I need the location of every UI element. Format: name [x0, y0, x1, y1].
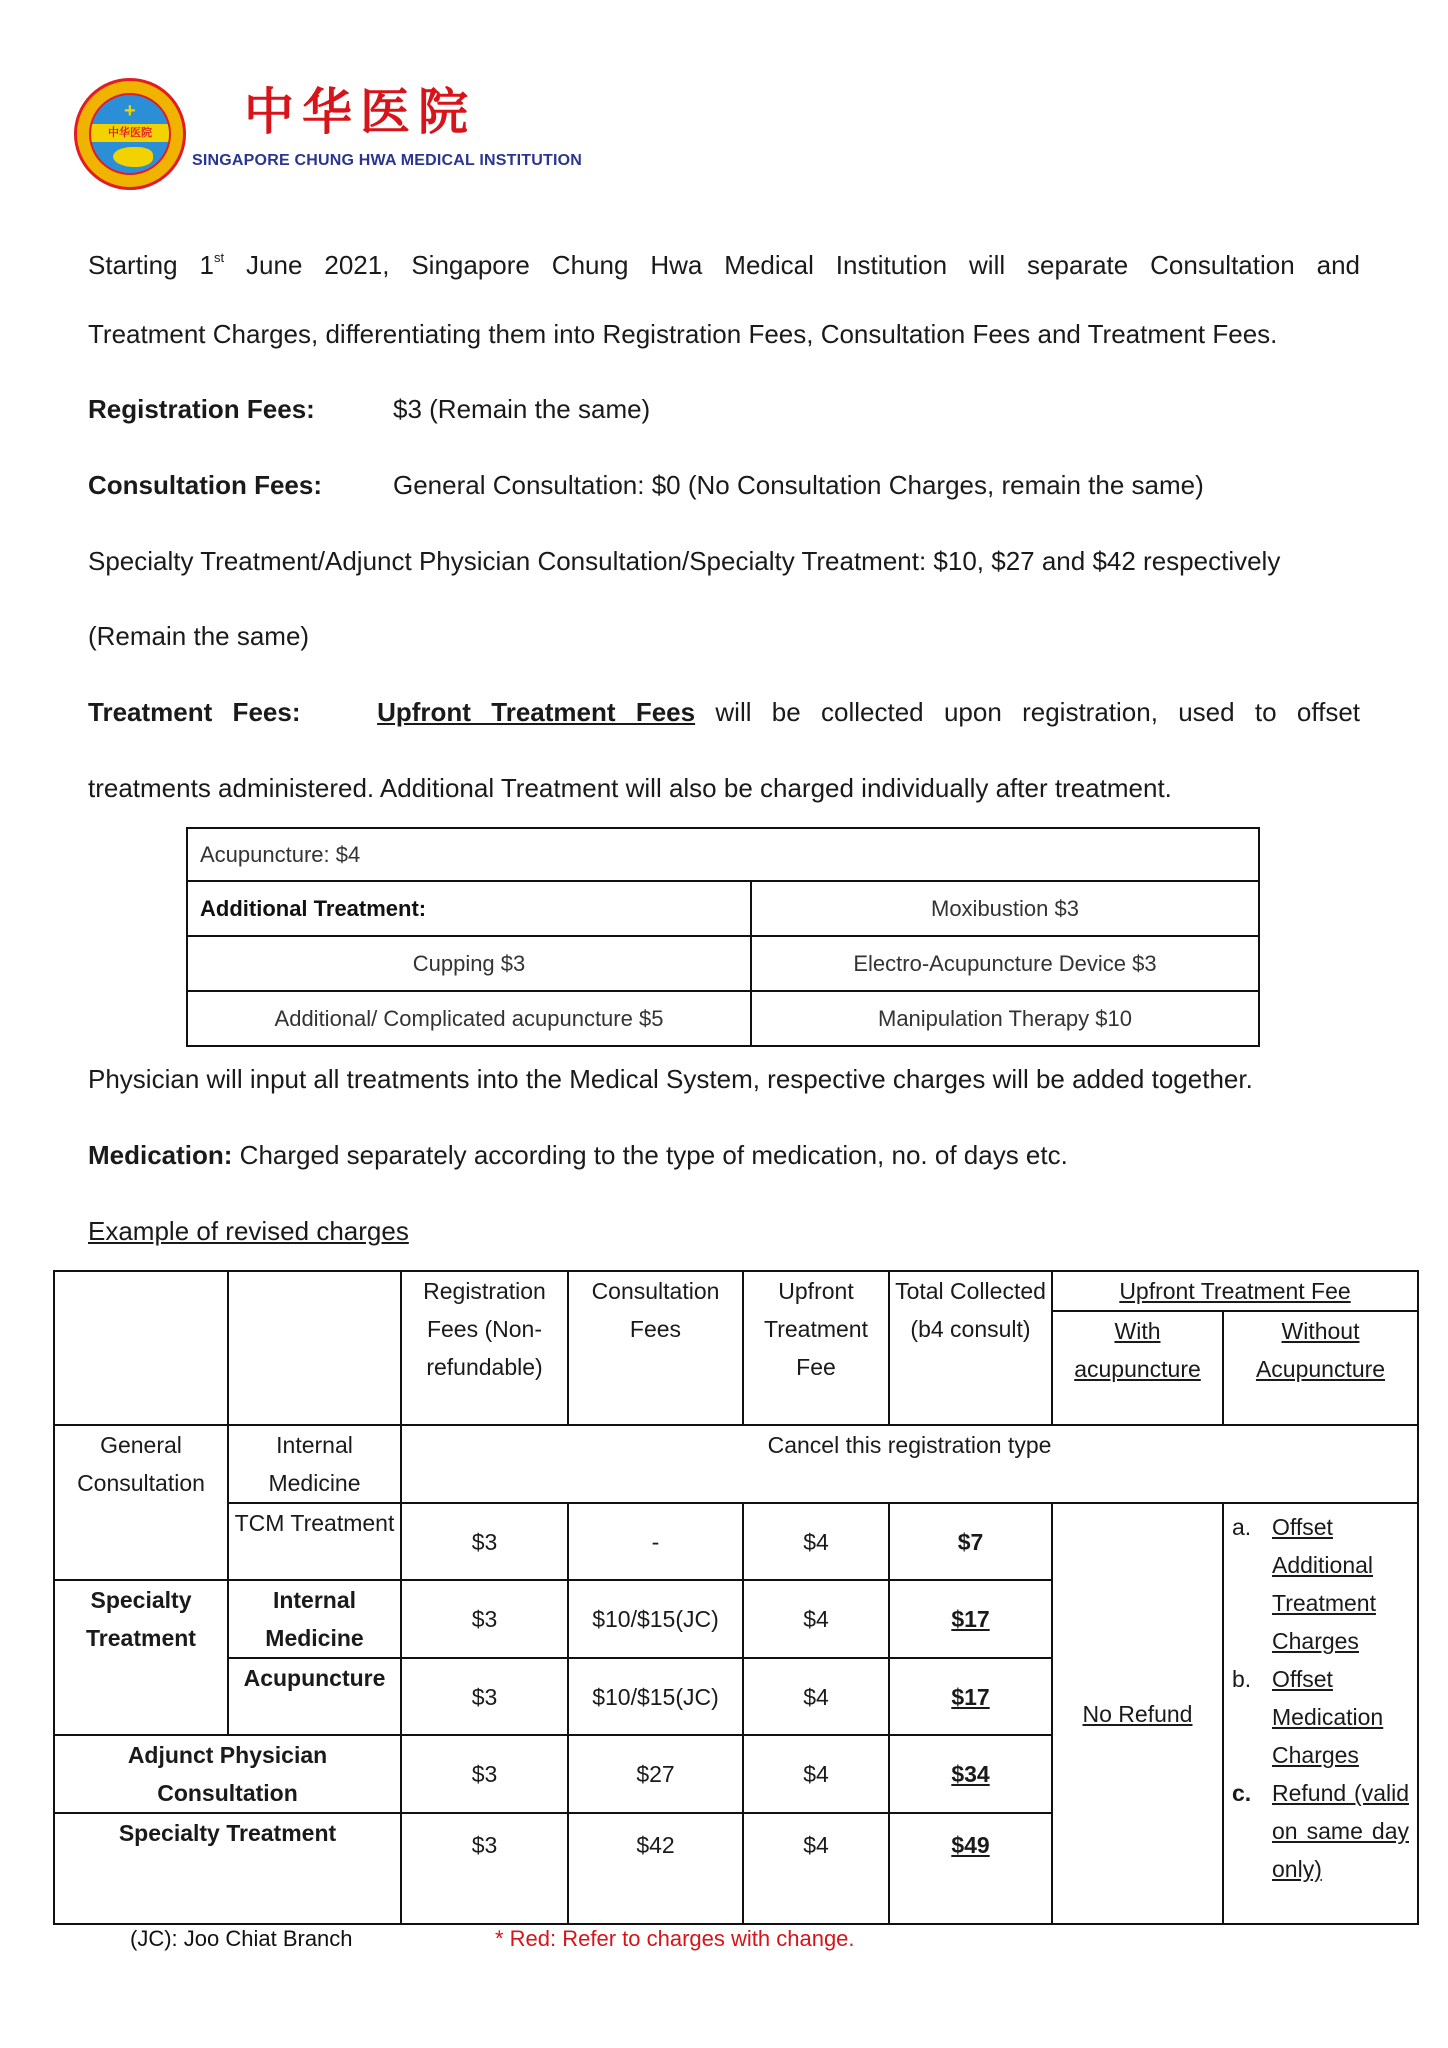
medication-line	[88, 1139, 1068, 1171]
table-cell: Electro-Acupuncture Device $3	[751, 936, 1259, 991]
table-row	[187, 991, 1259, 1046]
consultation-fees-label: Consultation Fees:	[88, 470, 323, 500]
cancel-registration-note: Cancel this registration type	[401, 1425, 1418, 1503]
table-row	[187, 936, 1259, 991]
intro-text: Starting 1	[88, 250, 214, 280]
upfront-fee: $4	[743, 1658, 889, 1735]
institution-logo	[74, 78, 186, 190]
registration-fee: $3	[401, 1658, 568, 1735]
logo-emblem	[89, 93, 171, 175]
row-specialty-treatment: Specialty Treatment	[54, 1813, 401, 1924]
medication-value: Charged separately according to the type of medication, no. of days etc.	[232, 1140, 1068, 1170]
ordinal-suffix: st	[214, 250, 225, 265]
upfront-fee: $4	[743, 1735, 889, 1813]
sub-internal-medicine: Internal Medicine	[228, 1580, 401, 1658]
registration-fee: $3	[401, 1580, 568, 1658]
table-row	[187, 881, 1259, 936]
consultation-fees-value: General Consultation: $0 (No Consultation Charges, remain the same)	[393, 470, 1204, 500]
table-cell: Cupping $3	[187, 936, 751, 991]
note-text: Refund (valid on same day only)	[1272, 1780, 1410, 1882]
total-collected: $49	[889, 1813, 1052, 1924]
upfront-treatment-fees-label: Upfront Treatment Fees	[377, 697, 696, 727]
total-collected: $34	[889, 1735, 1052, 1813]
example-title: Example of revised charges	[88, 1216, 409, 1246]
registration-fees-label: Registration Fees:	[88, 394, 315, 424]
registration-fee: $3	[401, 1813, 568, 1924]
total-collected: $17	[889, 1580, 1052, 1658]
total-collected: $7	[889, 1503, 1052, 1580]
registration-fee: $3	[401, 1735, 568, 1813]
sub-internal-medicine: Internal Medicine	[228, 1425, 401, 1503]
treatment-fees-line-2: treatments administered. Additional Treatment will also be charged individually after treatment.	[88, 773, 1172, 803]
registration-fees-value: $3 (Remain the same)	[393, 394, 651, 424]
note-text: Offset Additional Treatment Charges	[1272, 1514, 1376, 1654]
registration-fee: $3	[401, 1503, 568, 1580]
logo-band-text: 中华医院	[91, 124, 169, 142]
singapore-map-icon	[113, 147, 153, 167]
group-specialty-treatment: Specialty Treatment	[54, 1580, 228, 1735]
intro-line-2: Treatment Charges, differentiating them into Registration Fees, Consultation Fees and Treatment Fees.	[88, 319, 1278, 349]
header-total: Total Collected (b4 consult)	[889, 1271, 1052, 1425]
intro-line-1	[88, 242, 1360, 281]
consultation-fee: -	[568, 1503, 743, 1580]
group-general-consultation: General Consultation	[54, 1425, 228, 1580]
additional-treatment-label: Additional Treatment:	[187, 881, 751, 936]
brand-name-english: SINGAPORE CHUNG HWA MEDICAL INSTITUTION	[192, 152, 583, 169]
jc-footnote: (JC): Joo Chiat Branch	[130, 1926, 353, 1951]
header-with-acupuncture: With acupuncture	[1052, 1311, 1223, 1425]
consultation-fee: $42	[568, 1813, 743, 1924]
no-refund-text: No Refund	[1082, 1700, 1193, 1727]
note-marker: b.	[1232, 1666, 1252, 1692]
with-acupuncture-value	[1052, 1503, 1223, 1924]
intro-text-cont: June 2021, Singapore Chung Hwa Medical Institution will separate Consultation and	[224, 250, 1360, 280]
consultation-fee: $10/$15(JC)	[568, 1658, 743, 1735]
upfront-fee: $4	[743, 1580, 889, 1658]
specialty-consultation-note: (Remain the same)	[88, 621, 310, 651]
header-consultation: Consultation Fees	[568, 1271, 743, 1425]
revised-charges-table	[53, 1270, 1419, 1925]
header-blank	[228, 1271, 401, 1425]
table-row	[54, 1503, 1418, 1580]
treatment-fees-line-1	[88, 696, 1360, 728]
table-cell: Additional/ Complicated acupuncture $5	[187, 991, 751, 1046]
red-legend-footnote: * Red: Refer to charges with change.	[495, 1926, 855, 1951]
header-row	[54, 1271, 1418, 1311]
note-text: Offset Medication Charges	[1272, 1666, 1384, 1768]
consultation-fee: $10/$15(JC)	[568, 1580, 743, 1658]
treatment-price-table	[186, 827, 1260, 1047]
table-cell: Manipulation Therapy $10	[751, 991, 1259, 1046]
sub-acupuncture: Acupuncture	[228, 1658, 401, 1735]
treatment-fees-text: will be collected upon registration, used to offset	[715, 697, 1361, 727]
note-marker: c.	[1232, 1780, 1252, 1806]
note-item	[1232, 1660, 1409, 1774]
brand-name-chinese: 中华医院	[244, 82, 476, 141]
specialty-consultation-line: Specialty Treatment/Adjunct Physician Consultation/Specialty Treatment: $10, $27 and $42 respectively	[88, 546, 1281, 576]
table-cell: Moxibustion $3	[751, 881, 1259, 936]
cross-icon: +	[124, 100, 136, 122]
medication-label: Medication:	[88, 1140, 233, 1170]
total-collected: $17	[889, 1658, 1052, 1735]
table-row	[54, 1425, 1418, 1503]
treatment-fees-label: Treatment Fees:	[88, 697, 301, 727]
header-without-acupuncture: Without Acupuncture	[1223, 1311, 1418, 1425]
header-upfront: Upfront Treatment Fee	[743, 1271, 889, 1425]
note-item	[1232, 1774, 1409, 1888]
physician-note: Physician will input all treatments into the Medical System, respective charges will be added together.	[88, 1064, 1253, 1094]
table-row	[187, 828, 1259, 881]
without-acupuncture-notes	[1223, 1503, 1418, 1924]
header-blank	[54, 1271, 228, 1425]
sub-tcm-treatment: TCM Treatment	[228, 1503, 401, 1580]
consultation-fee: $27	[568, 1735, 743, 1813]
upfront-fee: $4	[743, 1813, 889, 1924]
upfront-fee: $4	[743, 1503, 889, 1580]
note-item	[1232, 1508, 1409, 1660]
row-adjunct-physician: Adjunct Physician Consultation	[54, 1735, 401, 1813]
acupuncture-price: Acupuncture: $4	[187, 828, 1259, 881]
header-upfront-group: Upfront Treatment Fee	[1052, 1271, 1418, 1311]
header-registration: Registration Fees (Non-refundable)	[401, 1271, 568, 1425]
note-marker: a.	[1232, 1514, 1252, 1540]
